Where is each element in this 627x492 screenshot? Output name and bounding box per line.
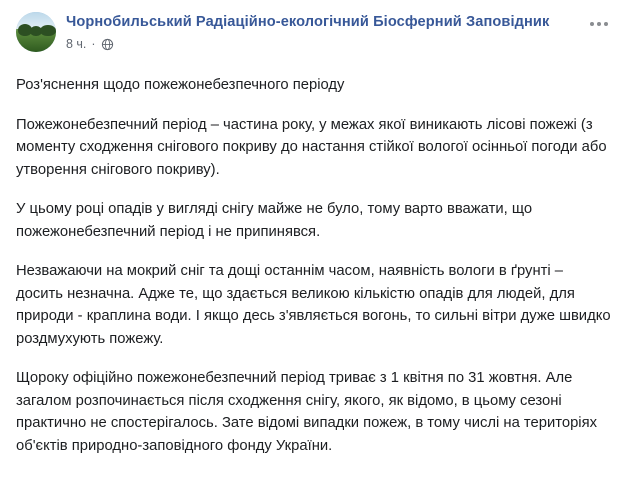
post-header-text bbox=[66, 12, 611, 51]
globe-icon[interactable] bbox=[101, 38, 114, 51]
post-header bbox=[16, 12, 611, 52]
post-paragraph: Пожежонебезпечний період – частина року, у межах якої виникають лісові пожежі (з моменту сходження снігового покриву до настання стійкої вологої осінньої погоди або утворення снігового покриву). bbox=[16, 116, 607, 178]
post-timestamp[interactable]: 8 ч. bbox=[66, 37, 87, 51]
post-meta bbox=[66, 37, 585, 51]
avatar-tree-icon bbox=[40, 25, 56, 36]
more-dot bbox=[604, 22, 608, 26]
more-dot bbox=[590, 22, 594, 26]
more-options-icon[interactable] bbox=[587, 14, 611, 34]
post-paragraph: У цьому році опадів у вигляді снігу майже не було, тому варто вважати, що пожежонебезпечний період і не припинявся. bbox=[16, 201, 533, 240]
post-paragraph: Незважаючи на мокрий сніг та дощі останнім часом, наявність вологи в ґрунті – досить незначна. Адже те, що здається великою кількістю опадів для людей, для природи - краплина води. І якщо десь з'являється вогонь, то сильні вітри дуже швидко роздмухують пожежу. bbox=[16, 263, 611, 347]
post-paragraph: Роз'яснення щодо пожежонебезпечного періоду bbox=[16, 77, 345, 93]
more-dot bbox=[597, 22, 601, 26]
page-name-link[interactable]: Чорнобильський Радіаційно-екологічний Біосферний Заповідник bbox=[66, 14, 550, 30]
avatar[interactable] bbox=[16, 12, 56, 52]
post-paragraph: Щороку офіційно пожежонебезпечний період триває з 1 квітня по 31 жовтня. Але загалом розпочинається після сходження снігу, якого, як відомо, в цьому сезоні практично не спостерігалось. Зате відомі випадки пожеж, в тому числі на територіях об'єктів природно-заповідного фонду України. bbox=[16, 370, 598, 454]
meta-separator-dot: · bbox=[91, 37, 96, 51]
post-body bbox=[16, 74, 611, 457]
